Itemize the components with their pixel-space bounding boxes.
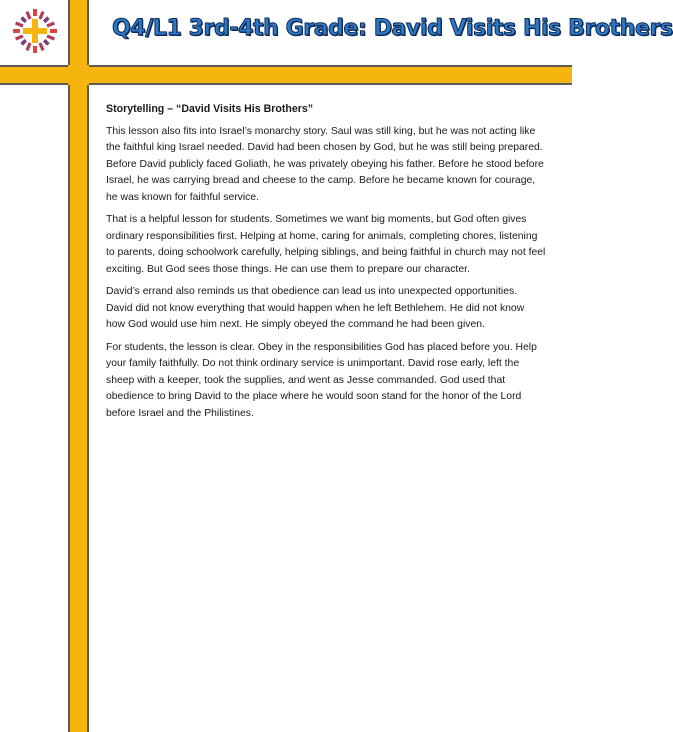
paragraph: That is a helpful lesson for students. Sometimes we want big moments, but God often gives ordinary responsibilities first. Helping at home, caring for animals, completing chores, listening to parents, doing schoolwork carefully, helping siblings, and being faithful in church may not feel exciting. But God sees those things. He can use them to prepare our character. [106,214,546,275]
paragraph: David’s errand also reminds us that obedience can lead us into unexpected opportunities. David did not know everything that would happen when he left Bethlehem. He did not know how God would use him next. He simply obeyed the command he had been given. [106,286,525,330]
paragraph: This lesson also fits into Israel’s monarchy story. Saul was still king, but he was not acting like the faithful king Israel needed. David had been chosen by God, but he was still being prepared. Before David publicly faced Goliath, he was privately obeying his father. Before he stood before Israel, he was carrying bread and cheese to the camp. Before he became known for courage, he was known for faithful service. [106,125,544,203]
lesson-body [106,101,546,428]
cross-intersection [68,65,89,85]
paragraph: For students, the lesson is clear. Obey in the responsibilities God has placed before you. Help your family faithfully. Do not think ordinary service is unimportant. David rose early, left the sheep with a keeper, took the supplies, and went as Jesse commanded. God used that obedience to bring David to the place where he would soon stand for the honor of the Lord before Israel and the Philistines. [106,341,537,419]
section-heading: Storytelling – “David Visits His Brothers” [106,103,314,115]
cross-rays-logo-icon [12,8,58,54]
page-title: Q4/L1 3rd-4th Grade: David Visits His Brothers [112,16,673,41]
cross-vertical-bar [68,0,89,732]
